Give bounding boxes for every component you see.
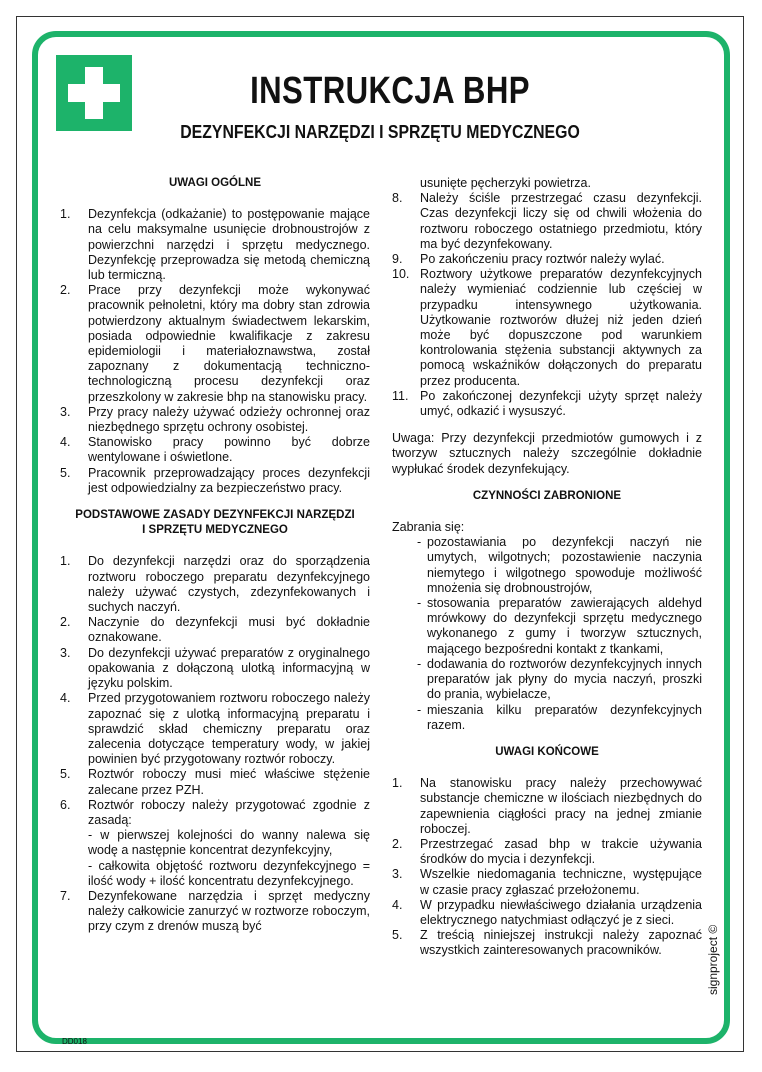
list-item: 4. W przypadku niewłaściwego działania urządzenia elektrycznego natychmiast odłączyć je z sieci. xyxy=(392,897,702,927)
rules-list xyxy=(60,554,370,934)
general-list xyxy=(60,207,370,496)
page-title: INSTRUKCJA BHP xyxy=(250,70,530,112)
list-item: 5. Pracownik przeprowadzający proces dezynfekcji jest odpowiedzialny za bezpieczeństwo pracy. xyxy=(60,465,370,495)
first-aid-cross-icon xyxy=(56,55,132,131)
forbidden-intro: Zabrania się: xyxy=(392,520,465,535)
list-item: 5. Roztwór roboczy musi mieć właściwe stężenie zalecane przez PZH. xyxy=(60,767,370,797)
list-item: 2. Przestrzegać zasad bhp w trakcie używania środków do mycia i dezynfekcji. xyxy=(392,836,702,867)
sub-item: - całkowita objętość roztworu dezynfekcyjnego = ilość wody + ilość koncentratu dezynfekcyjnego. xyxy=(88,858,370,888)
list-item: 2. Naczynie do dezynfekcji musi być dokładnie oznakowane. xyxy=(60,615,370,645)
list-item: 3. Do dezynfekcji używać preparatów z oryginalnego opakowania z dołączoną ulotką informacyjną w języku polskim. xyxy=(60,645,370,691)
list-item: 1. Dezynfekcja (odkażanie) to postępowanie mające na celu maksymalne usunięcie drobnoustrojów z powierzchni narzędzi i sprzętu medycznego. Dezynfekcję przeprowadza się metodą chemiczną lub termiczną. xyxy=(60,207,370,283)
list-item: 10. Roztwory użytkowe preparatów dezynfekcyjnych należy wymieniać codziennie lub częściej w przypadku intensywnego użytkowania. Użytkowanie roztworów dłużej niż jeden dzień może być dopuszczone pod warunkiem kontrolowania stężenia substancji aktywnych za pomocą wskaźników dołączonych do preparatu przez producenta. xyxy=(392,267,702,388)
list-item: 8. Należy ściśle przestrzegać czasu dezynfekcji. Czas dezynfekcji liczy się od chwili włożenia do roztworu roboczego ostatniego przedmiotu, który ma być dezynfekowany. xyxy=(392,191,702,251)
list-item: 1. Do dezynfekcji narzędzi oraz do sporządzenia roztworu roboczego preparatu dezynfekcyjnego należy używać czystych, zdezynfekowanych i suchych naczyń. xyxy=(60,554,370,615)
rules-list-continued xyxy=(392,191,702,419)
brand-mark: signproject © xyxy=(706,924,720,995)
list-item: - stosowania preparatów zawierających aldehyd mrówkowy do dezynfekcji sprzętu medycznego wykonanego z gumy i tworzyw sztucznych, mającego bezpośredni kontakt z tkankami, xyxy=(417,596,702,656)
product-code: DD018 xyxy=(62,1037,87,1046)
section-title-general: UWAGI OGÓLNE xyxy=(169,177,261,189)
list-item: 6. Roztwór roboczy należy przygotować zgodnie z zasadą: - w pierwszej kolejności do wanny nalewa się wodę a następnie koncentrat dezynfekcyjny, - całkowita objętość roztworu dezynfekcyjnego = ilość wody + ilość koncentratu dezynfekcyjnego. xyxy=(60,797,370,888)
section-title-final: UWAGI KOŃCOWE xyxy=(495,745,599,758)
list-item: 4. Stanowisko pracy powinno być dobrze wentylowane i oświetlone. xyxy=(60,435,370,465)
page-subtitle: DEZYNFEKCJI NARZĘDZI I SPRZĘTU MEDYCZNEGO xyxy=(180,122,580,142)
section-title-rules-line2: I SPRZĘTU MEDYCZNEGO xyxy=(142,524,288,537)
sub-item: - w pierwszej kolejności do wanny nalewa się wodę a następnie koncentrat dezynfekcyjny, xyxy=(88,828,370,858)
list-item: 3. Wszelkie niedomagania techniczne, występujące w czasie pracy zgłaszać przełożonemu. xyxy=(392,867,702,897)
list-item: 7. Dezynfekowane narzędzia i sprzęt medyczny należy całkowicie zanurzyć w roztworze roboczym, przy czym z drenów muszą być xyxy=(60,888,370,934)
list-item: - dodawania do roztworów dezynfekcyjnych innych preparatów jak płyny do mycia naczyń, proszki do prania, wybielacze, xyxy=(417,656,702,702)
list-item: 4. Przed przygotowaniem roztworu roboczego należy zapoznać się z ulotką informacyjną preparatu i sprawdzić skład chemiczny preparatu oraz zalecenia dotyczące temperatury wody, w jakiej powinien być przygotowany roztwór roboczy. xyxy=(60,691,370,767)
list-item: 9. Po zakończeniu pracy roztwór należy wylać. xyxy=(392,252,665,267)
note-text: Uwaga: Przy dezynfekcji przedmiotów gumowych i z tworzyw sztucznych należy szczególnie dokładnie wypłukać środek dezynfekujący. xyxy=(392,431,702,476)
list-item: 11. Po zakończonej dezynfekcji użyty sprzęt należy umyć, odkazić i wysuszyć. xyxy=(392,388,702,419)
continuation-text: usunięte pęcherzyki powietrza. xyxy=(420,176,591,190)
list-item: - pozostawiania po dezynfekcji naczyń nie umytych, wilgotnych; pozostawienie naczynia niemytego i wilgotnego spowoduje możliwość mnożenia się drobnoustrojów, xyxy=(417,535,702,595)
left-column xyxy=(60,176,370,935)
list-item: 2. Prace przy dezynfekcji może wykonywać pracownik pełnoletni, który ma dobry stan zdrowia potwierdzony aktualnym świadectwem lekarskim, posiada odpowiednie kwalifikacje z zakresu epidemiologii i materiałoznawstwa, został zapoznany z dokumentacją techniczno-technologiczną procesu dezynfekcji oraz przeszkolony w zakresie bhp na stanowisku pracy. xyxy=(60,283,370,404)
final-list xyxy=(392,776,702,958)
list-item: 3. Przy pracy należy używać odzieży ochronnej oraz niezbędnego sprzętu ochrony osobistej. xyxy=(60,404,370,435)
list-item: 1. Na stanowisku pracy należy przechowywać substancje chemiczne w ilościach niezbędnych do zapewnienia ciągłości pracy na jednej zmianie roboczej. xyxy=(392,776,702,836)
list-item: - mieszania kilku preparatów dezynfekcyjnych razem. xyxy=(417,702,702,732)
section-title-rules-line1: PODSTAWOWE ZASADY DEZYNFEKCJI NARZĘDZI xyxy=(75,509,355,522)
section-title-forbidden: CZYNNOŚCI ZABRONIONE xyxy=(472,489,622,502)
list-item: 5. Z treścią niniejszej instrukcji należy zapoznać wszystkich zainteresowanych pracowników. xyxy=(392,928,702,958)
right-column xyxy=(392,176,702,959)
